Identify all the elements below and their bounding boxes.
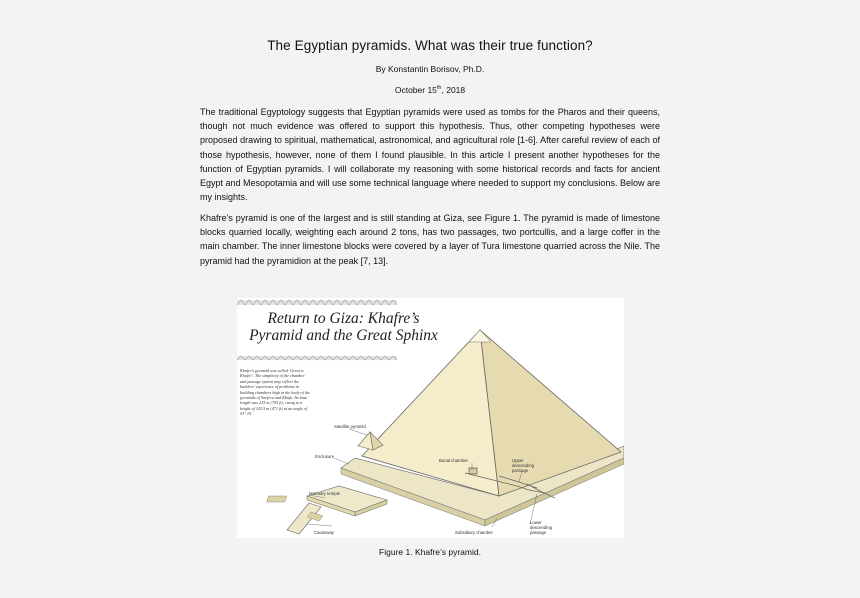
label-mortuary-temple: Mortuary temple bbox=[309, 491, 341, 496]
figure-title-line2: Pyramid and the Great Sphinx bbox=[249, 327, 438, 344]
label-enclosure: Enclosure bbox=[315, 454, 335, 459]
figure-khafre-pyramid bbox=[237, 298, 624, 538]
label-causeway: Causeway bbox=[314, 530, 335, 535]
paper-title: The Egyptian pyramids. What was their true function? bbox=[267, 38, 593, 53]
label-burial-chamber: Burial chamber bbox=[439, 458, 468, 463]
paragraph-khafre: Khafre’s pyramid is one of the largest and is still standing at Giza, see Figure 1. The pyramid is made of limestone blocks quarried locally, weighting each around 2 tons, has two passages, two portcullis, and a large coffer in the main chamber. The inner limestone blocks were covered by a layer of Tura limestone quarried across the Nile. The pyramid had the pyramidion at the peak [7, 13]. bbox=[200, 213, 660, 266]
figure-title bbox=[241, 310, 446, 344]
label-lower-passage: Lower descending passage bbox=[530, 520, 552, 535]
paper-date bbox=[0, 85, 860, 95]
label-satellite-pyramid: Satellite pyramid bbox=[334, 424, 366, 429]
label-subsidiary-chamber: Subsidiary chamber bbox=[455, 530, 493, 535]
figure-description: Khafre’s pyramid was called ‘Great is Khafre’. The simplicity of the chamber and passage system may reflect the builders’ experience of problems in building chambers high in the body of the pyramids of Sneferu and Khufu. Its base length was 215 m (705 ft), rising to a height of 143.5 m (471 ft) at an angle of 53° 10’. bbox=[240, 368, 310, 417]
figure-title-line1: Return to Giza: Khafre’s bbox=[267, 310, 420, 327]
label-upper-passage: Upper descending passage bbox=[512, 458, 534, 473]
date-year: , 2018 bbox=[441, 85, 466, 95]
date-ordinal: th bbox=[436, 85, 442, 91]
figure-caption: Figure 1. Khafre’s pyramid. bbox=[379, 547, 481, 557]
date-text: October 15 bbox=[394, 85, 437, 95]
paragraph-intro: The traditional Egyptology suggests that Egyptian pyramids were used as tombs for the Pharos and their queens, though not much evidence was offered to support this hypothesis. Thus, other competing hypotheses were proposed drawing to spiritual, mathematical, astronomical, and agricultural role [1-6]. After careful review of each of those hypothesis, however, none of them I found plausible. In this article I present another hypotheses for the function of Egyptian pyramids. I will collaborate my reasoning with some historical records and facts for ancient Egypt and Mesopotamia and will use some technical language where needed to support my conclusions. Below are my insights. bbox=[200, 107, 660, 203]
paper-author: By Konstantin Borisov, Ph.D. bbox=[375, 64, 485, 74]
